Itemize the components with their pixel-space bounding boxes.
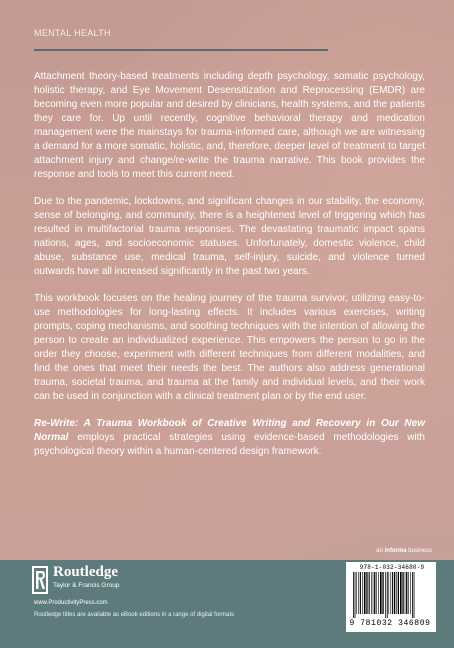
- blurb-paragraph-2: Due to the pandemic, lockdowns, and significant changes in our stability, the economy, sense of belonging, and community, there is a heightened level of triggering which has resulted in multifactorial trauma responses. The devastating traumatic impact spans nations, ages, and socioeconomic statuses. Unfortunately, domestic violence, child abuse, substance use, medical trauma, self-injury, suicide, and violence turned outwards have all increased significantly in the past two years.: [34, 196, 425, 277]
- isbn-digits: 9 781032 346809: [349, 619, 431, 628]
- isbn-text: 978-1-032-34680-9: [359, 564, 425, 571]
- back-cover-blurb: [34, 70, 425, 472]
- publisher-name: Routledge: [53, 564, 118, 580]
- publisher-url[interactable]: www.ProductivityPress.com: [34, 600, 108, 606]
- blurb-paragraph-1: Attachment theory-based treatments including depth psychology, somatic psychology, holistic therapy, and Eye Movement Desensitization and Reprocessing (EMDR) are becoming even more popular and desired by clinicians, health systems, and the patients they care for. Up until recently, cognitive behavioral therapy and medication management were the mainstays for trauma-informed care, although we are witnessing a demand for a more somatic, holistic, and, therefore, deeper level of treatment to target attachment injury and change/re-write the trauma narrative. This book provides the response and tools to meet this current need.: [34, 71, 425, 180]
- informa-suffix: business: [406, 548, 432, 554]
- book-title: Re-Write: A Trauma Workbook of Creative Writing and Recovery in Our New Normal: [34, 418, 425, 443]
- informa-business-tag: [376, 548, 432, 554]
- ebook-note: Routledge titles are available as eBook editions in a range of digital formats: [34, 612, 235, 618]
- informa-prefix: an: [376, 548, 385, 554]
- blurb-paragraph-3: This workbook focuses on the healing journey of the trauma survivor, utilizing easy-to-use methodologies for long-lasting effects. It includes various exercises, writing prompts, coping mechanisms, and soothing techniques with the intention of allowing the person to create an individualized experience. This empowers the person to go in the order they choose, experiment with different techniques from different modalities, and find the ones that meet their needs the best. The authors also address generational trauma, societal trauma, and trauma at the family and individual levels, and their work can be used in conjunction with a clinical treatment plan or by the end user.: [34, 293, 425, 402]
- publisher-group: Taylor & Francis Group: [53, 582, 120, 589]
- blurb-closing-paragraph: [34, 417, 425, 459]
- informa-brand: informa: [384, 548, 407, 554]
- closing-text: employs practical strategies using evidence-based methodologies with psychological theory within a human-centered design framework.: [34, 432, 425, 457]
- barcode-graphic: [352, 572, 432, 618]
- category-label: MENTAL HEALTH: [34, 28, 111, 38]
- routledge-logo-icon: [32, 566, 48, 594]
- divider-rule: [34, 49, 328, 51]
